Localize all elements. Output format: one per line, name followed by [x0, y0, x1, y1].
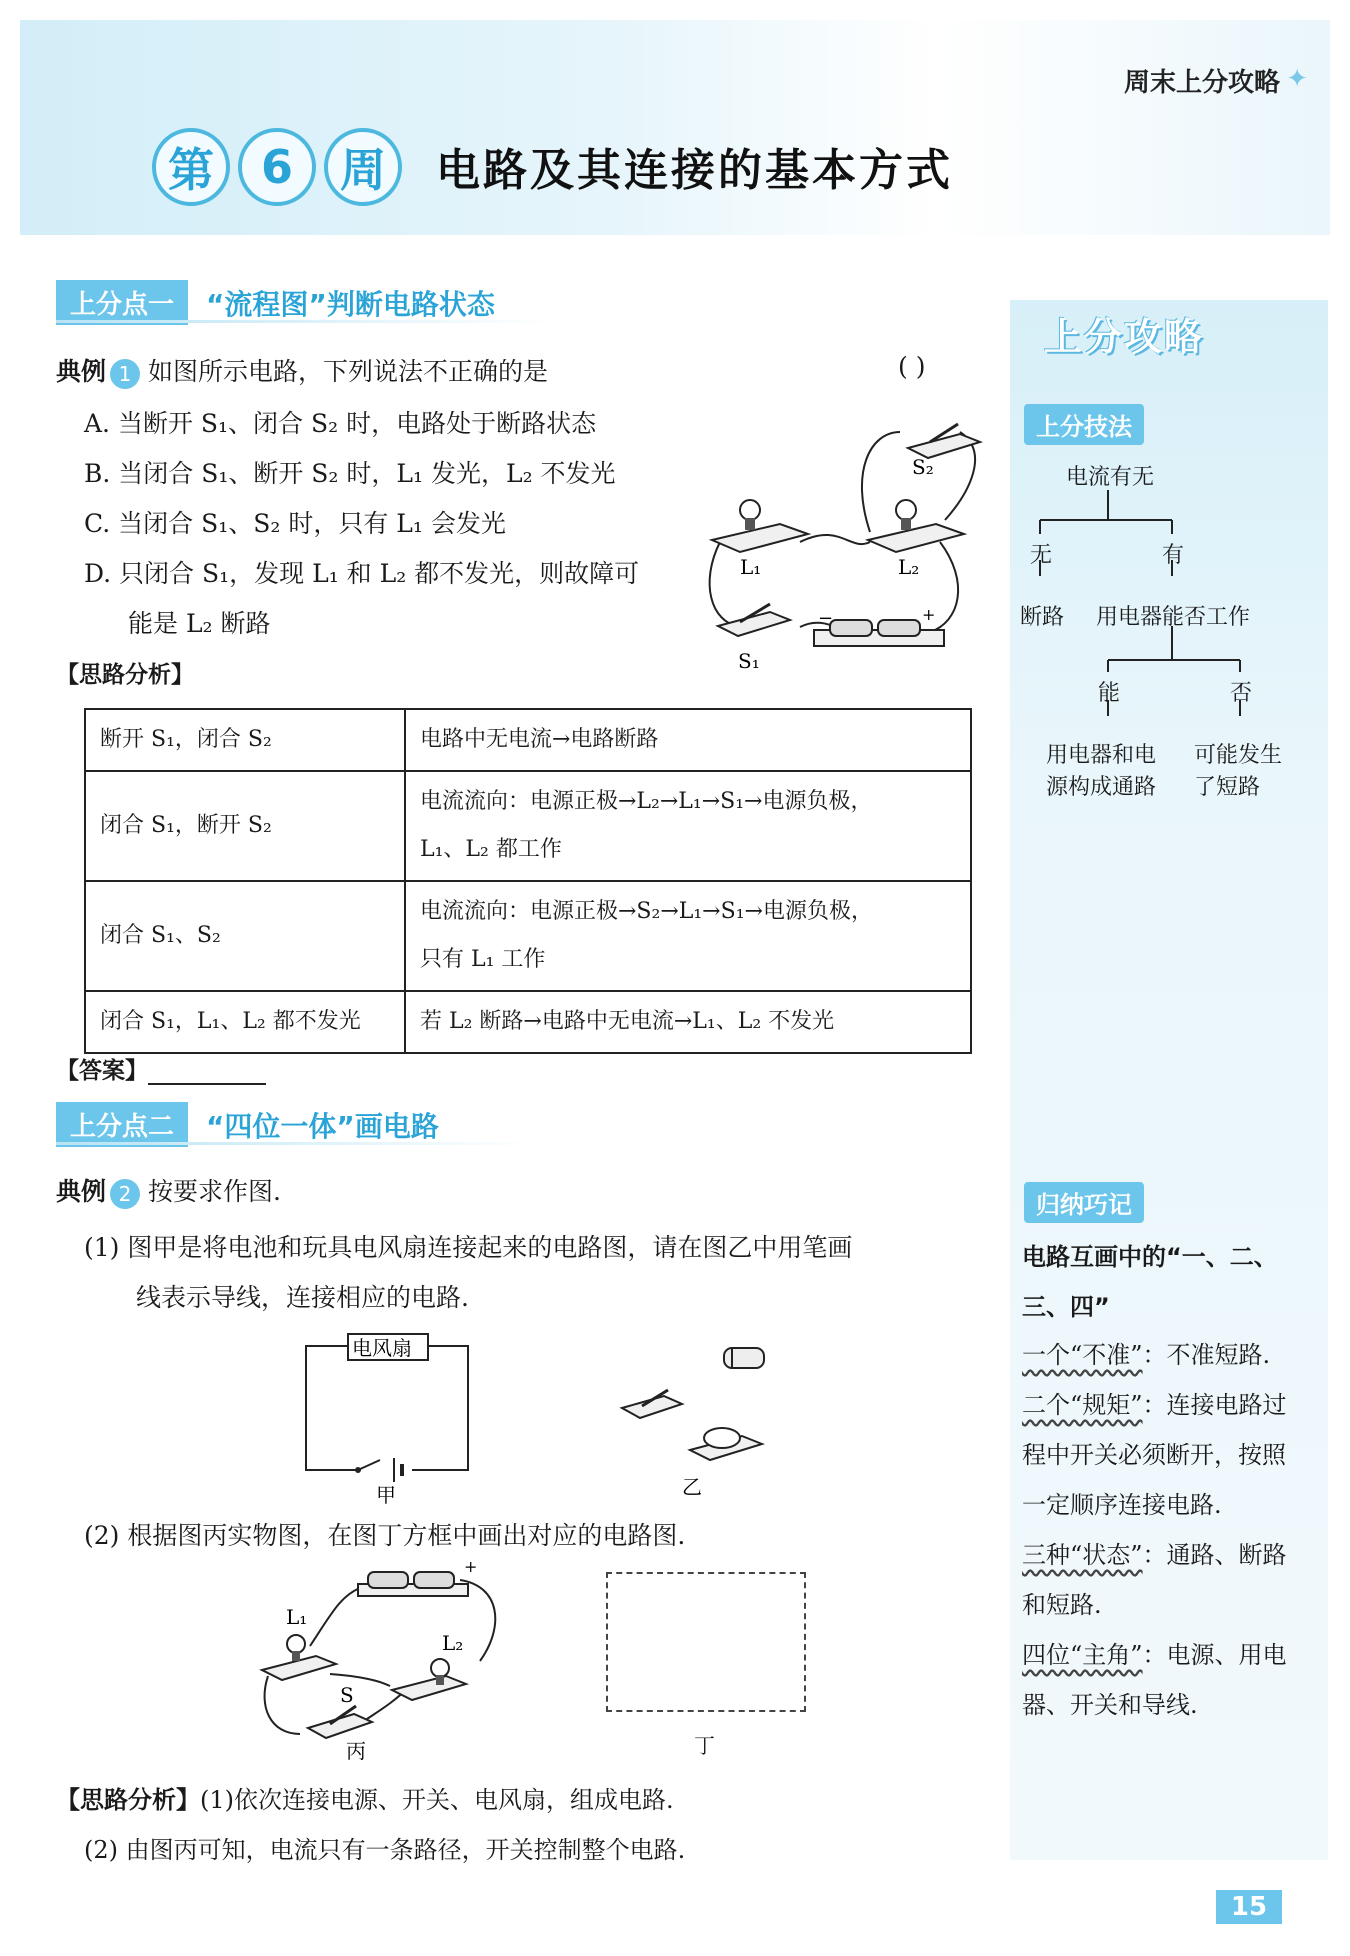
q1-line2: 线表示导线，连接相应的电路.: [136, 1283, 469, 1312]
analysis1-label: 【思路分析】: [56, 662, 194, 688]
option-a: A. 当断开 S₁、闭合 S₂ 时，电路处于断路状态: [84, 409, 597, 438]
label-s2: S₂: [912, 455, 934, 479]
option-b: B. 当闭合 S₁、断开 S₂ 时，L₁ 发光，L₂ 不发光: [84, 459, 616, 488]
lamp-l2-bing: [392, 1659, 466, 1700]
switch-component: [622, 1390, 682, 1418]
label-l1: L₁: [740, 555, 762, 579]
battery-component: [724, 1348, 764, 1368]
table-cell-result: 电流流向：电源正极→L₂→L₁→S₁→电源负极， L₁、L₂ 都工作: [405, 771, 971, 881]
answer-label: 【答案】: [56, 1052, 266, 1085]
label-l2: L₂: [898, 555, 920, 579]
fan-label: 电风扇: [352, 1336, 412, 1360]
flow-question: 用电器能否工作: [1096, 605, 1251, 630]
table-cell-result: 电流流向：电源正极→S₂→L₁→S₁→电源负极， 只有 L₁ 工作: [405, 881, 971, 991]
components-yi: [612, 1334, 782, 1506]
circuit-diagram-jia: [296, 1326, 486, 1506]
section2-tag: 上分点二: [56, 1102, 188, 1147]
example2-text: 按要求作图.: [148, 1177, 281, 1206]
label-plus-bing: +: [464, 1557, 478, 1576]
table-cell-result: 若 L₂ 断路→电路中无电流→L₁、L₂ 不发光: [405, 991, 971, 1053]
drawing-box-ding[interactable]: [606, 1572, 806, 1712]
label-s-bing: S: [340, 1683, 354, 1707]
lamp-l1: [712, 500, 808, 552]
circuit-figure-1: [690, 412, 990, 682]
week-badge: [152, 128, 402, 206]
example2-question: [56, 1172, 281, 1209]
example1-text: 如图所示电路，下列说法不正确的是: [148, 357, 549, 386]
fan-component: [690, 1428, 762, 1460]
answer-paren: ( ): [898, 352, 926, 381]
example1-question: [56, 352, 548, 389]
flow-yes: 有: [1162, 543, 1185, 568]
label-s1: S₁: [738, 649, 760, 673]
table-cell-condition: 闭合 S₁，断开 S₂: [85, 771, 405, 881]
battery-bing: [358, 1572, 468, 1596]
header-label: 周末上分攻略: [1123, 68, 1280, 98]
example1-number: 1: [110, 359, 140, 389]
table-row: [85, 771, 971, 881]
analysis-table: [84, 708, 972, 1054]
table-row: [85, 991, 971, 1053]
circuit-figure-bing: [250, 1556, 510, 1766]
analysis2-line2: (2) 由图丙可知，电流只有一条路径，开关控制整个电路.: [84, 1836, 686, 1864]
week-number: 6: [238, 128, 316, 206]
fig-ding-label: 丁: [694, 1734, 715, 1758]
section2-heading: [56, 1102, 439, 1147]
lamp-l2: [868, 500, 964, 552]
flow-no: 无: [1030, 543, 1053, 568]
switch-s1: [718, 604, 790, 636]
table-cell-condition: 闭合 S₁、S₂: [85, 881, 405, 991]
switch-bing: [308, 1706, 372, 1738]
table-cell-result: 电路中无电流→电路断路: [405, 709, 971, 771]
week-char: 第: [152, 128, 230, 206]
section2-title: “四位一体”画电路: [206, 1109, 439, 1143]
example1-label: 典例: [56, 357, 107, 386]
example2-label: 典例: [56, 1177, 107, 1206]
table-row: [85, 881, 971, 991]
analysis2-line1: 【思路分析】(1)依次连接电源、开关、电风扇，组成电路.: [56, 1786, 674, 1814]
switch-s2: [908, 424, 980, 458]
table-cell-condition: 闭合 S₁，L₁、L₂ 都不发光: [85, 991, 405, 1053]
section1-underline: [56, 320, 556, 323]
page-number: 15: [1216, 1890, 1282, 1924]
page-title: 电路及其连接的基本方式: [436, 145, 953, 196]
section2-underline: [56, 1142, 536, 1145]
summary-item: 一个“不准”：不准短路.: [1022, 1341, 1271, 1369]
fig-jia-label: 甲: [376, 1483, 396, 1506]
label-l1-bing: L₁: [286, 1605, 308, 1629]
flow-can: 能: [1098, 681, 1121, 706]
sidebar-title: 上分攻略: [1044, 315, 1205, 359]
label-minus: −: [818, 608, 834, 629]
label-l2-bing: L₂: [442, 1631, 464, 1655]
example2-number: 2: [110, 1179, 140, 1209]
option-d-cont: 能是 L₂ 断路: [128, 609, 271, 638]
flow-cannot: 否: [1230, 681, 1253, 706]
summary-list: [1022, 1330, 1292, 1730]
lamp-l1-bing: [262, 1635, 336, 1680]
table-cell-condition: 断开 S₁，闭合 S₂: [85, 709, 405, 771]
flow-root: 电流有无: [1066, 465, 1155, 490]
option-d: D. 只闭合 S₁，发现 L₁ 和 L₂ 都不发光，则故障可: [84, 559, 640, 588]
flow-cannot-result: 可能发生 了短路: [1194, 743, 1283, 800]
summary-item: 二个“规矩”：连接电路过程中开关必须断开，按照一定顺序连接电路.: [1022, 1391, 1287, 1519]
week-char: 周: [324, 128, 402, 206]
flow-can-result: 用电器和电 源构成通路: [1046, 743, 1157, 800]
summary-title: 电路互画中的“一、二、三、四”: [1022, 1243, 1278, 1321]
fig-bing-label: 丙: [346, 1739, 366, 1763]
summary-item: 三种“状态”：通路、断路和短路.: [1022, 1541, 1287, 1619]
star-icon: ✦: [1286, 64, 1308, 94]
q1-line1: (1) 图甲是将电池和玩具电风扇连接起来的电路图，请在图乙中用笔画: [84, 1233, 853, 1262]
section1-title: “流程图”判断电路状态: [206, 287, 495, 321]
fig-yi-label: 乙: [682, 1475, 702, 1499]
answer-blank[interactable]: [148, 1061, 266, 1085]
table-row: [85, 709, 971, 771]
q2-text: (2) 根据图丙实物图，在图丁方框中画出对应的电路图.: [84, 1521, 686, 1550]
summary-item: 四位“主角”：电源、用电器、开关和导线.: [1022, 1641, 1287, 1719]
section1-heading: [56, 280, 495, 325]
sidebar-tag-technique: 上分技法: [1024, 404, 1144, 445]
flow-break: 断路: [1020, 605, 1065, 630]
sidebar-tag-summary: 归纳巧记: [1024, 1182, 1144, 1223]
option-c: C. 当闭合 S₁、S₂ 时，只有 L₁ 会发光: [84, 509, 506, 538]
label-plus: +: [922, 605, 936, 624]
section1-tag: 上分点一: [56, 280, 188, 325]
